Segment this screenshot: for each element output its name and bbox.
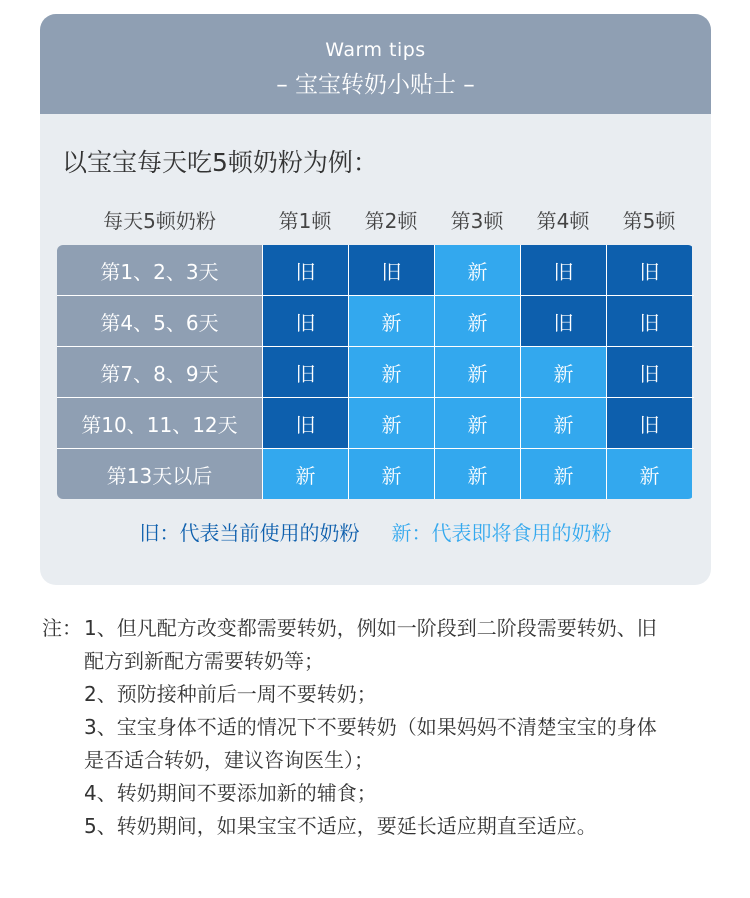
- table-cell: 新: [606, 449, 692, 499]
- note-line: [42, 678, 722, 711]
- table-row: [57, 397, 694, 448]
- note-text: 配方到新配方需要转奶等；: [84, 649, 324, 673]
- table-cell: 旧: [606, 245, 692, 295]
- table-cell: 新: [520, 449, 606, 499]
- header-title-cn: – 宝宝转奶小贴士 –: [276, 72, 475, 98]
- table-cell: 新: [434, 296, 520, 346]
- table-row: [57, 448, 694, 499]
- table-cell: 新: [520, 347, 606, 397]
- header-title-en: Warm tips: [325, 39, 426, 61]
- table-cell: 旧: [606, 347, 692, 397]
- table-body: [57, 245, 694, 499]
- column-header: 第4顿: [536, 208, 590, 233]
- note-text: 4、转奶期间不要添加新的辅食；: [84, 781, 377, 805]
- table-row: [57, 295, 694, 346]
- table-cell: 新: [348, 398, 434, 448]
- note-line: [42, 645, 722, 678]
- note-line: [42, 777, 722, 810]
- column-header: 第1顿: [278, 208, 332, 233]
- table-cell: 旧: [262, 296, 348, 346]
- table-cell: 新: [348, 449, 434, 499]
- row-label: 第13天以后: [57, 449, 262, 499]
- table-header-row: [57, 199, 694, 239]
- table-cell: 新: [434, 347, 520, 397]
- note-text: 3、宝宝身体不适的情况下不要转奶（如果妈妈不清楚宝宝的身体: [84, 715, 657, 739]
- feeding-schedule-table: [57, 199, 694, 499]
- tips-card: [40, 14, 711, 585]
- note-text: 2、预防接种前后一周不要转奶；: [84, 682, 377, 706]
- notes-prefix: 注：: [42, 616, 82, 640]
- table-cell: 旧: [520, 296, 606, 346]
- table-cell: 新: [434, 398, 520, 448]
- legend: [40, 517, 711, 546]
- row-label: 第4、5、6天: [57, 296, 262, 346]
- legend-new: 新：代表即将食用的奶粉: [391, 521, 612, 545]
- table-row: [57, 245, 694, 295]
- note-text: 是否适合转奶，建议咨询医生）；: [84, 748, 374, 772]
- column-header: 第3顿: [450, 208, 504, 233]
- row-label: 第10、11、12天: [57, 398, 262, 448]
- note-line: [42, 711, 722, 744]
- table-cell: 旧: [520, 245, 606, 295]
- notes-section: [42, 612, 722, 843]
- table-cell: 新: [520, 398, 606, 448]
- column-header: 第5顿: [622, 208, 676, 233]
- column-header: 第2顿: [364, 208, 418, 233]
- table-cell: 旧: [606, 296, 692, 346]
- table-cell: 新: [434, 449, 520, 499]
- note-text: 1、但凡配方改变都需要转奶，例如一阶段到二阶段需要转奶、旧: [84, 616, 657, 640]
- note-text: 5、转奶期间，如果宝宝不适应，要延长适应期直至适应。: [84, 814, 597, 838]
- card-header: [40, 14, 711, 114]
- note-line: [42, 810, 722, 843]
- table-cell: 旧: [262, 347, 348, 397]
- table-row: [57, 346, 694, 397]
- table-cell: 新: [434, 245, 520, 295]
- table-cell: 旧: [606, 398, 692, 448]
- row-label: 第1、2、3天: [57, 245, 262, 295]
- intro-text: 以宝宝每天吃5顿奶粉为例：: [62, 148, 378, 177]
- table-cell: 新: [348, 347, 434, 397]
- row-header-label: 每天5顿奶粉: [103, 208, 216, 233]
- note-line: [42, 744, 722, 777]
- table-cell: 旧: [348, 245, 434, 295]
- table-cell: 旧: [262, 245, 348, 295]
- note-line: [42, 612, 722, 645]
- table-cell: 新: [348, 296, 434, 346]
- table-cell: 旧: [262, 398, 348, 448]
- table-cell: 新: [262, 449, 348, 499]
- row-label: 第7、8、9天: [57, 347, 262, 397]
- legend-old: 旧：代表当前使用的奶粉: [139, 521, 360, 545]
